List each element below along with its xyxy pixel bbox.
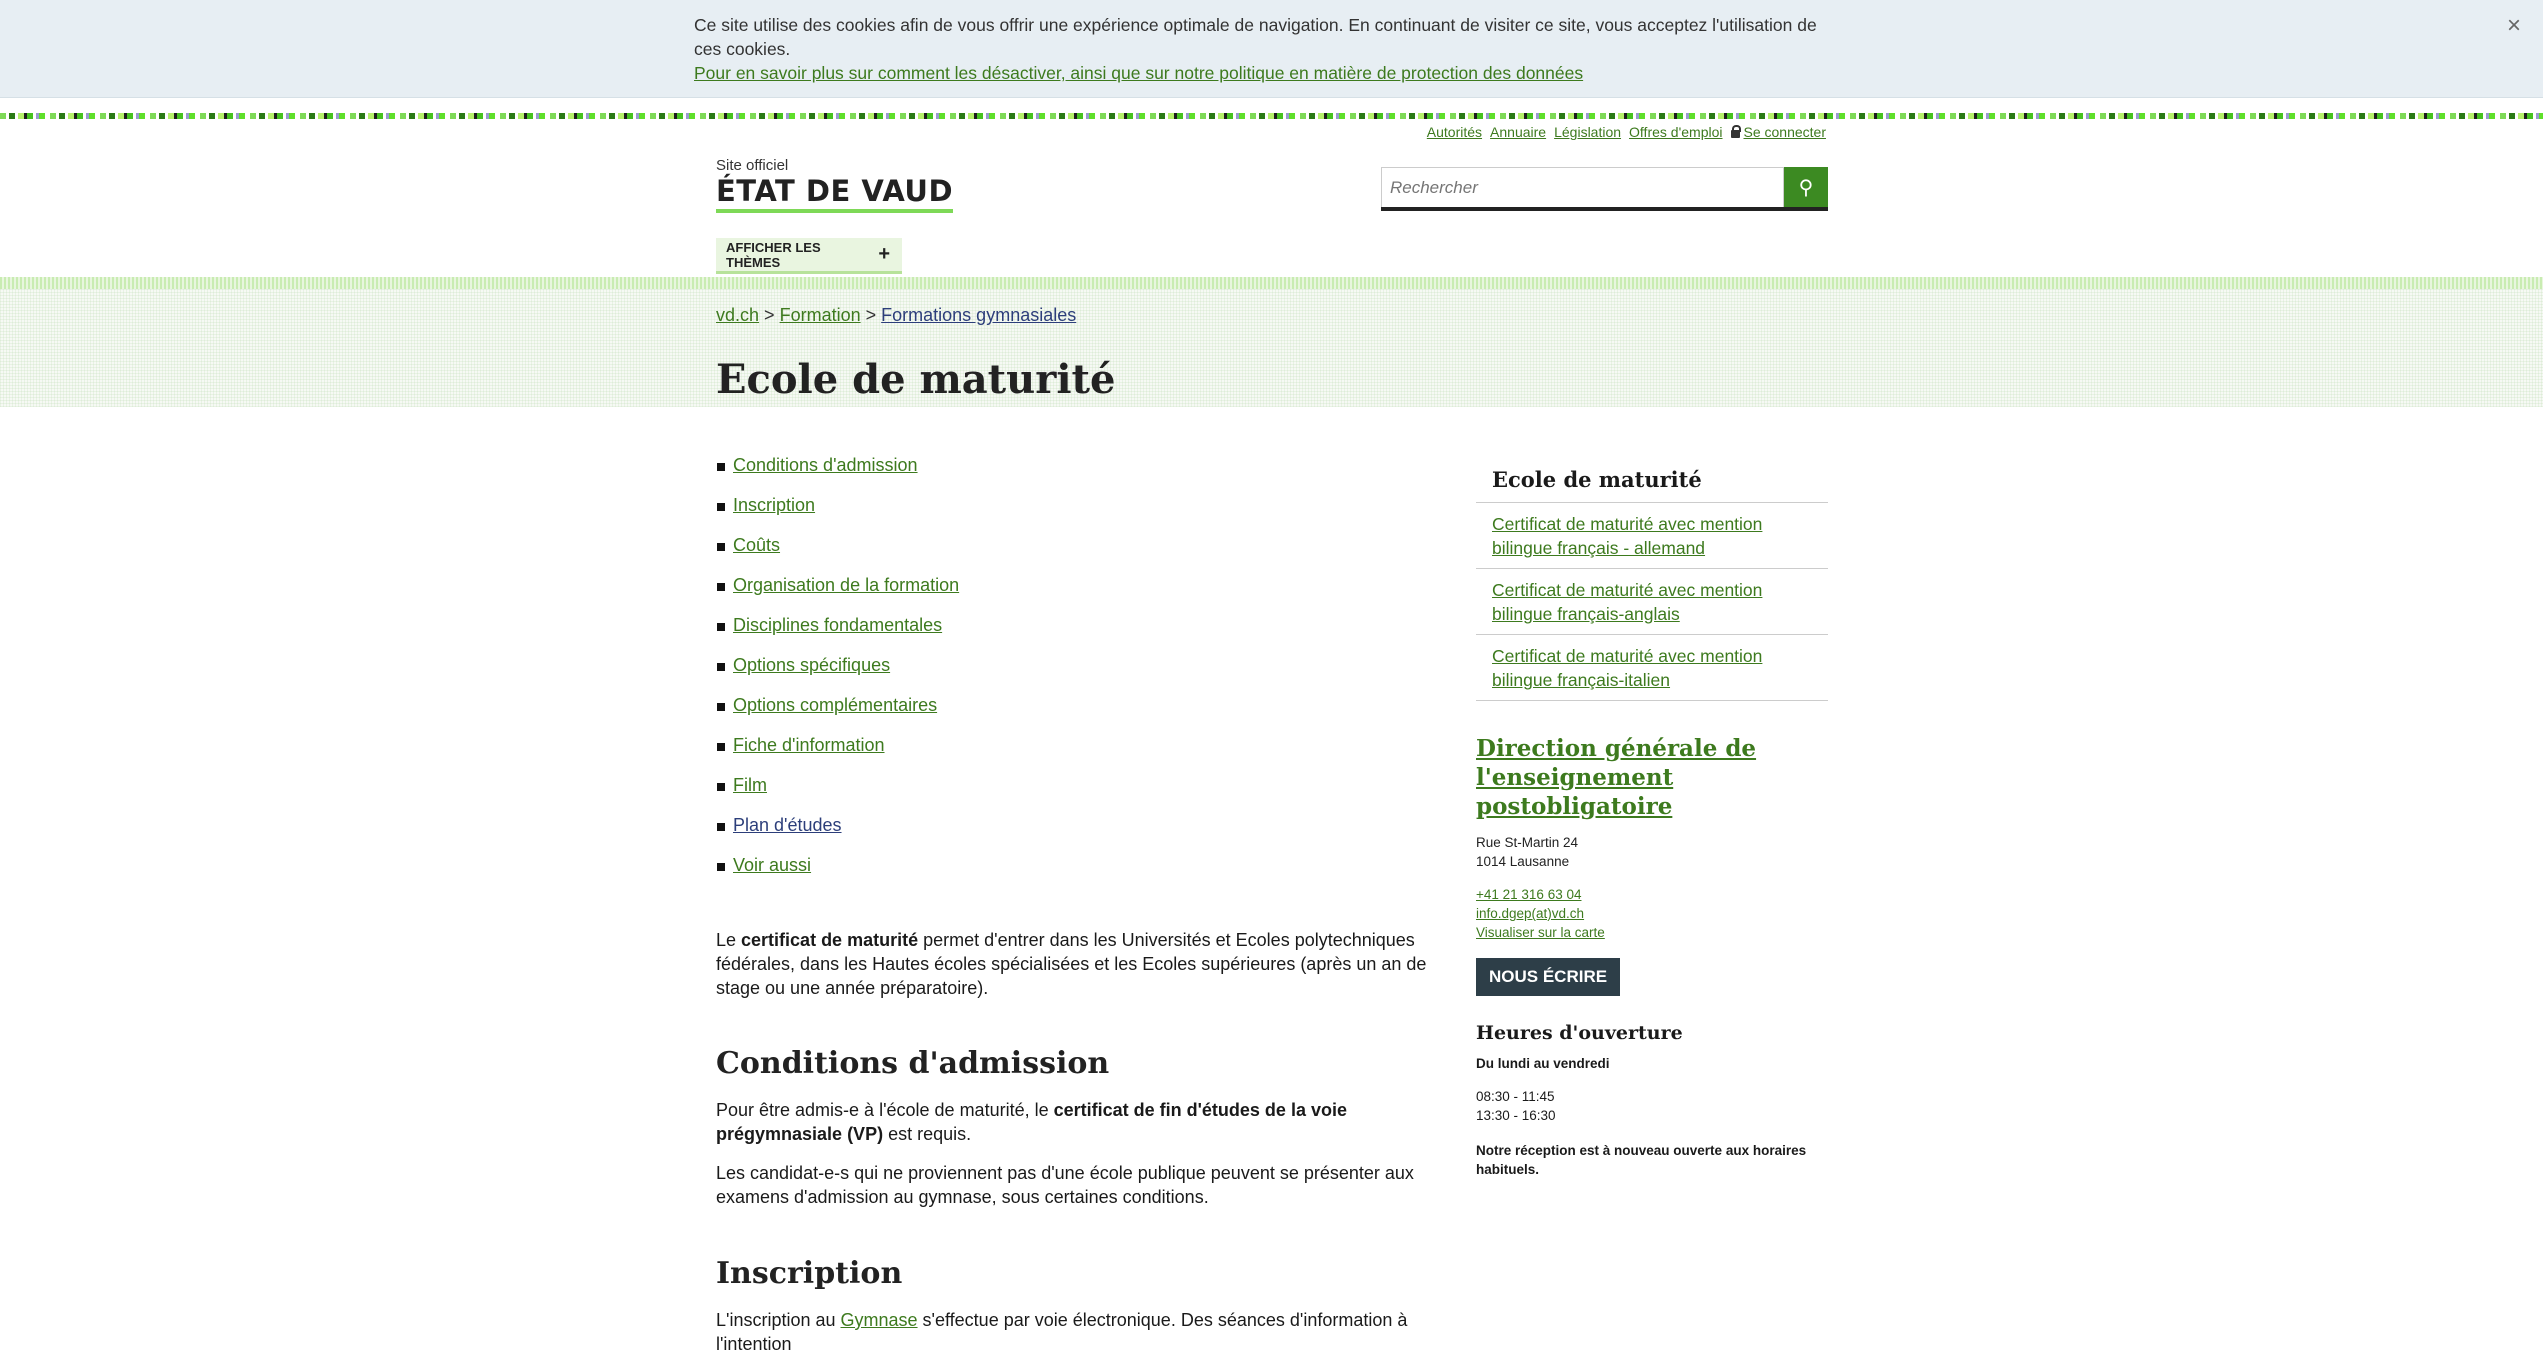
- intro-before: Le: [716, 930, 742, 950]
- toc-link-options-specifiques[interactable]: Options spécifiques: [733, 655, 891, 675]
- inscription-p1-after: s'effectue par voie électronique. Des séances d'information à l'intention: [716, 1310, 1408, 1354]
- sidebar-item: [1476, 569, 1828, 635]
- top-link-annuaire[interactable]: Annuaire: [1490, 124, 1547, 140]
- toc-item: [716, 815, 1444, 855]
- intro-paragraph: [716, 928, 1444, 1000]
- cookie-policy-link[interactable]: Pour en savoir plus sur comment les désactiver, ainsi que sur notre politique en matière de protection des données: [694, 63, 1584, 83]
- breadcrumb-home[interactable]: vd.ch: [716, 305, 760, 325]
- toc-item: [716, 615, 1444, 655]
- show-themes-label: AFFICHER LES THÈMES: [726, 239, 821, 270]
- admission-p1-after: est requis.: [883, 1124, 972, 1144]
- toc-item: [716, 655, 1444, 695]
- search-button[interactable]: [1784, 167, 1828, 207]
- hours-times: [1476, 1087, 1828, 1125]
- sidebar-item: [1476, 635, 1828, 701]
- login-link-wrap[interactable]: [1731, 124, 1827, 140]
- org-address: [1476, 833, 1828, 871]
- toc-link-film[interactable]: Film: [733, 775, 767, 795]
- page-title: Ecole de maturité: [716, 356, 1116, 403]
- lock-icon: [1731, 130, 1740, 138]
- bullet-icon: [717, 503, 725, 511]
- contact-block: [1476, 734, 1828, 1179]
- hours-note: Notre réception est à nouveau ouverte aux horaires habituels.: [1476, 1143, 1807, 1177]
- intro-bold: certificat de maturité: [741, 930, 919, 950]
- plus-icon: +: [878, 243, 890, 265]
- address-line: 1014 Lausanne: [1476, 854, 1570, 869]
- gymnase-link[interactable]: Gymnase: [840, 1310, 918, 1330]
- search-icon: ⚲: [1798, 176, 1814, 199]
- bullet-icon: [717, 543, 725, 551]
- sidebar-link-anglais[interactable]: Certificat de maturité avec mention bilingue français-anglais: [1492, 580, 1763, 624]
- table-of-contents: [716, 455, 1444, 895]
- cookie-banner: [0, 0, 2543, 98]
- sidebar-item: [1476, 503, 1828, 569]
- hours-time: 08:30 - 11:45: [1476, 1089, 1555, 1104]
- write-us-button[interactable]: NOUS ÉCRIRE: [1476, 958, 1620, 996]
- org-name-link[interactable]: Direction générale de l'enseignement postobligatoire: [1476, 735, 1757, 820]
- bullet-icon: [717, 463, 725, 471]
- top-link-legislation[interactable]: Législation: [1554, 124, 1622, 140]
- admission-paragraph-2: Les candidat-e-s qui ne proviennent pas d'une école publique peuvent se présenter aux examens d'admission au gymnase, sous certaines conditions.: [716, 1163, 1414, 1207]
- inscription-paragraph-1: [716, 1308, 1444, 1356]
- breadcrumb-separator: >: [764, 305, 775, 325]
- main-content: [716, 455, 1444, 1354]
- toc-item: [716, 495, 1444, 535]
- search-bar: [1381, 167, 1828, 211]
- bullet-icon: [717, 783, 725, 791]
- bullet-icon: [717, 703, 725, 711]
- breadcrumb: [716, 305, 1076, 326]
- breadcrumb-formation[interactable]: Formation: [779, 305, 861, 325]
- intro-after: permet d'entrer dans les Universités et Ecoles polytechniques fédérales, dans les Hautes écoles spécialisées et les Ecoles supérieures (après un an de stage ou une année préparatoire).: [716, 930, 1427, 998]
- section-title-inscription: Inscription: [716, 1256, 903, 1291]
- show-themes-button[interactable]: [716, 238, 902, 274]
- toc-link-options-complementaires[interactable]: Options complémentaires: [733, 695, 938, 715]
- logo-title: ÉTAT DE VAUD: [716, 174, 953, 213]
- breadcrumb-separator: >: [865, 305, 877, 325]
- bullet-icon: [717, 623, 725, 631]
- top-link-autorites[interactable]: Autorités: [1426, 124, 1483, 140]
- sidebar-link-allemand[interactable]: Certificat de maturité avec mention bilingue français - allemand: [1492, 514, 1763, 558]
- toc-item: [716, 855, 1444, 895]
- sidebar-link-italien[interactable]: Certificat de maturité avec mention bilingue français-italien: [1492, 646, 1763, 690]
- hours-title: Heures d'ouverture: [1476, 1022, 1683, 1044]
- sidebar-related: [1476, 455, 1828, 701]
- breadcrumb-formations-gymnasiales[interactable]: Formations gymnasiales: [881, 305, 1077, 325]
- bullet-icon: [717, 863, 725, 871]
- bullet-icon: [717, 823, 725, 831]
- toc-link-voir-aussi[interactable]: Voir aussi: [733, 855, 812, 875]
- bullet-icon: [717, 663, 725, 671]
- toc-link-organisation[interactable]: Organisation de la formation: [733, 575, 960, 595]
- map-link[interactable]: Visualiser sur la carte: [1476, 925, 1605, 940]
- toc-link-inscription[interactable]: Inscription: [733, 495, 816, 515]
- toc-item: [716, 775, 1444, 815]
- hero-band: [0, 277, 2543, 407]
- cookie-message: Ce site utilise des cookies afin de vous offrir une expérience optimale de navigation. En continuant de visiter ce site, vous acceptez l'utilisation de ces cookies.: [694, 15, 1817, 59]
- admission-p1-before: Pour être admis-e à l'école de maturité, le: [716, 1100, 1054, 1120]
- admission-paragraph-1: [716, 1098, 1444, 1146]
- search-input[interactable]: [1381, 167, 1784, 207]
- login-link[interactable]: Se connecter: [1743, 124, 1826, 140]
- inscription-p1-before: L'inscription au: [716, 1310, 841, 1330]
- top-links: [1427, 124, 1826, 140]
- toc-link-couts[interactable]: Coûts: [733, 535, 781, 555]
- toc-item: [716, 735, 1444, 775]
- close-icon[interactable]: ×: [2506, 12, 2521, 39]
- toc-item: [716, 455, 1444, 495]
- email-link[interactable]: info.dgep(at)vd.ch: [1476, 906, 1585, 921]
- hours-time: 13:30 - 16:30: [1476, 1108, 1556, 1123]
- toc-item: [716, 535, 1444, 575]
- toc-link-disciplines[interactable]: Disciplines fondamentales: [733, 615, 943, 635]
- site-logo[interactable]: [716, 157, 953, 213]
- decorative-stripe: [0, 113, 2543, 119]
- phone-link[interactable]: +41 21 316 63 04: [1476, 887, 1582, 902]
- admission-p1-bold: certificat de fin d'études de la voie prégymnasiale (VP): [716, 1100, 1347, 1144]
- bullet-icon: [717, 743, 725, 751]
- cookie-message-block: [694, 13, 1844, 85]
- toc-item: [716, 695, 1444, 735]
- toc-item: [716, 575, 1444, 615]
- sidebar-title: Ecole de maturité: [1476, 455, 1828, 503]
- logo-subtitle: Site officiel: [716, 157, 789, 174]
- section-title-admission: Conditions d'admission: [716, 1046, 1110, 1081]
- toc-link-fiche[interactable]: Fiche d'information: [733, 735, 885, 755]
- bullet-icon: [717, 583, 725, 591]
- address-line: Rue St-Martin 24: [1476, 835, 1579, 850]
- toc-link-conditions[interactable]: Conditions d'admission: [733, 455, 918, 475]
- org-contact-links: [1476, 885, 1828, 942]
- top-link-offres[interactable]: Offres d'emploi: [1629, 124, 1723, 140]
- hours-days: Du lundi au vendredi: [1476, 1056, 1610, 1071]
- toc-link-plan-etudes[interactable]: Plan d'études: [733, 815, 842, 835]
